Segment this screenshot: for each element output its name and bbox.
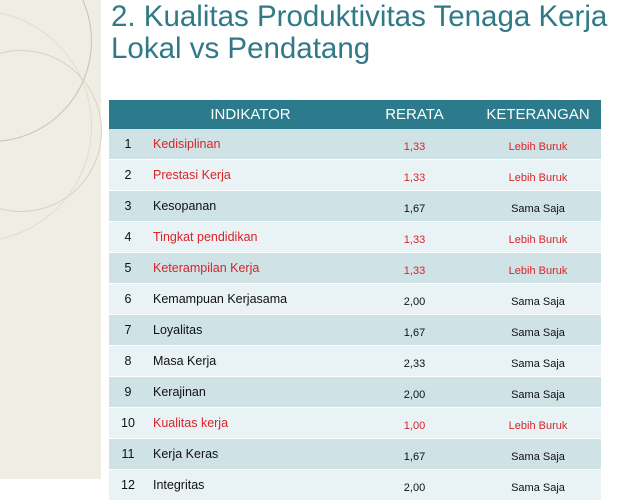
indikator-cell: Masa Kerja	[147, 346, 354, 377]
keterangan-cell: Lebih Buruk	[475, 408, 601, 439]
indikator-cell: Kualitas kerja	[147, 408, 354, 439]
header-keterangan: KETERANGAN	[475, 100, 601, 129]
table-row	[109, 408, 601, 439]
header-number	[109, 100, 147, 129]
rerata-cell: 1,67	[354, 439, 475, 470]
row-number: 7	[109, 315, 147, 346]
row-number: 10	[109, 408, 147, 439]
keterangan-cell: Sama Saja	[475, 439, 601, 470]
rerata-cell: 1,33	[354, 253, 475, 284]
rerata-cell: 1,33	[354, 160, 475, 191]
table-row	[109, 439, 601, 470]
row-number: 6	[109, 284, 147, 315]
table-row	[109, 222, 601, 253]
rerata-cell: 2,00	[354, 377, 475, 408]
row-number: 5	[109, 253, 147, 284]
indikator-cell: Keterampilan Kerja	[147, 253, 354, 284]
rerata-cell: 1,00	[354, 408, 475, 439]
row-number: 2	[109, 160, 147, 191]
row-number: 1	[109, 129, 147, 160]
table-row	[109, 253, 601, 284]
slide-title: 2. Kualitas Produktivitas Tenaga Kerja Lokal vs Pendatang	[111, 0, 608, 65]
row-number: 11	[109, 439, 147, 470]
table-row	[109, 160, 601, 191]
keterangan-cell: Sama Saja	[475, 470, 601, 501]
indikator-cell: Integritas	[147, 470, 354, 501]
rerata-cell: 2,00	[354, 284, 475, 315]
table-row	[109, 315, 601, 346]
decorative-circle	[0, 50, 102, 212]
rerata-cell: 1,33	[354, 222, 475, 253]
indikator-cell: Kedisiplinan	[147, 129, 354, 160]
row-number: 8	[109, 346, 147, 377]
row-number: 4	[109, 222, 147, 253]
keterangan-cell: Sama Saja	[475, 315, 601, 346]
indikator-cell: Kerja Keras	[147, 439, 354, 470]
keterangan-cell: Lebih Buruk	[475, 222, 601, 253]
row-number: 9	[109, 377, 147, 408]
indikator-cell: Loyalitas	[147, 315, 354, 346]
keterangan-cell: Sama Saja	[475, 284, 601, 315]
indikator-cell: Kesopanan	[147, 191, 354, 222]
row-number: 12	[109, 470, 147, 501]
rerata-cell: 2,00	[354, 470, 475, 501]
keterangan-cell: Sama Saja	[475, 191, 601, 222]
decorative-side-band	[0, 0, 101, 479]
rerata-cell: 1,67	[354, 191, 475, 222]
keterangan-cell: Lebih Buruk	[475, 160, 601, 191]
row-number: 3	[109, 191, 147, 222]
table-row	[109, 377, 601, 408]
table-row	[109, 129, 601, 160]
keterangan-cell: Lebih Buruk	[475, 253, 601, 284]
table-row	[109, 470, 601, 501]
indikator-cell: Kerajinan	[147, 377, 354, 408]
data-table	[109, 100, 601, 501]
rerata-cell: 1,33	[354, 129, 475, 160]
header-rerata: RERATA	[354, 100, 475, 129]
rerata-cell: 2,33	[354, 346, 475, 377]
table-body	[109, 129, 601, 501]
table-row	[109, 191, 601, 222]
table-row	[109, 284, 601, 315]
keterangan-cell: Sama Saja	[475, 377, 601, 408]
table-header	[109, 100, 601, 129]
keterangan-cell: Lebih Buruk	[475, 129, 601, 160]
header-indikator: INDIKATOR	[147, 100, 354, 129]
indikator-cell: Kemampuan Kerjasama	[147, 284, 354, 315]
keterangan-cell: Sama Saja	[475, 346, 601, 377]
indikator-cell: Tingkat pendidikan	[147, 222, 354, 253]
rerata-cell: 1,67	[354, 315, 475, 346]
table-row	[109, 346, 601, 377]
indikator-cell: Prestasi Kerja	[147, 160, 354, 191]
